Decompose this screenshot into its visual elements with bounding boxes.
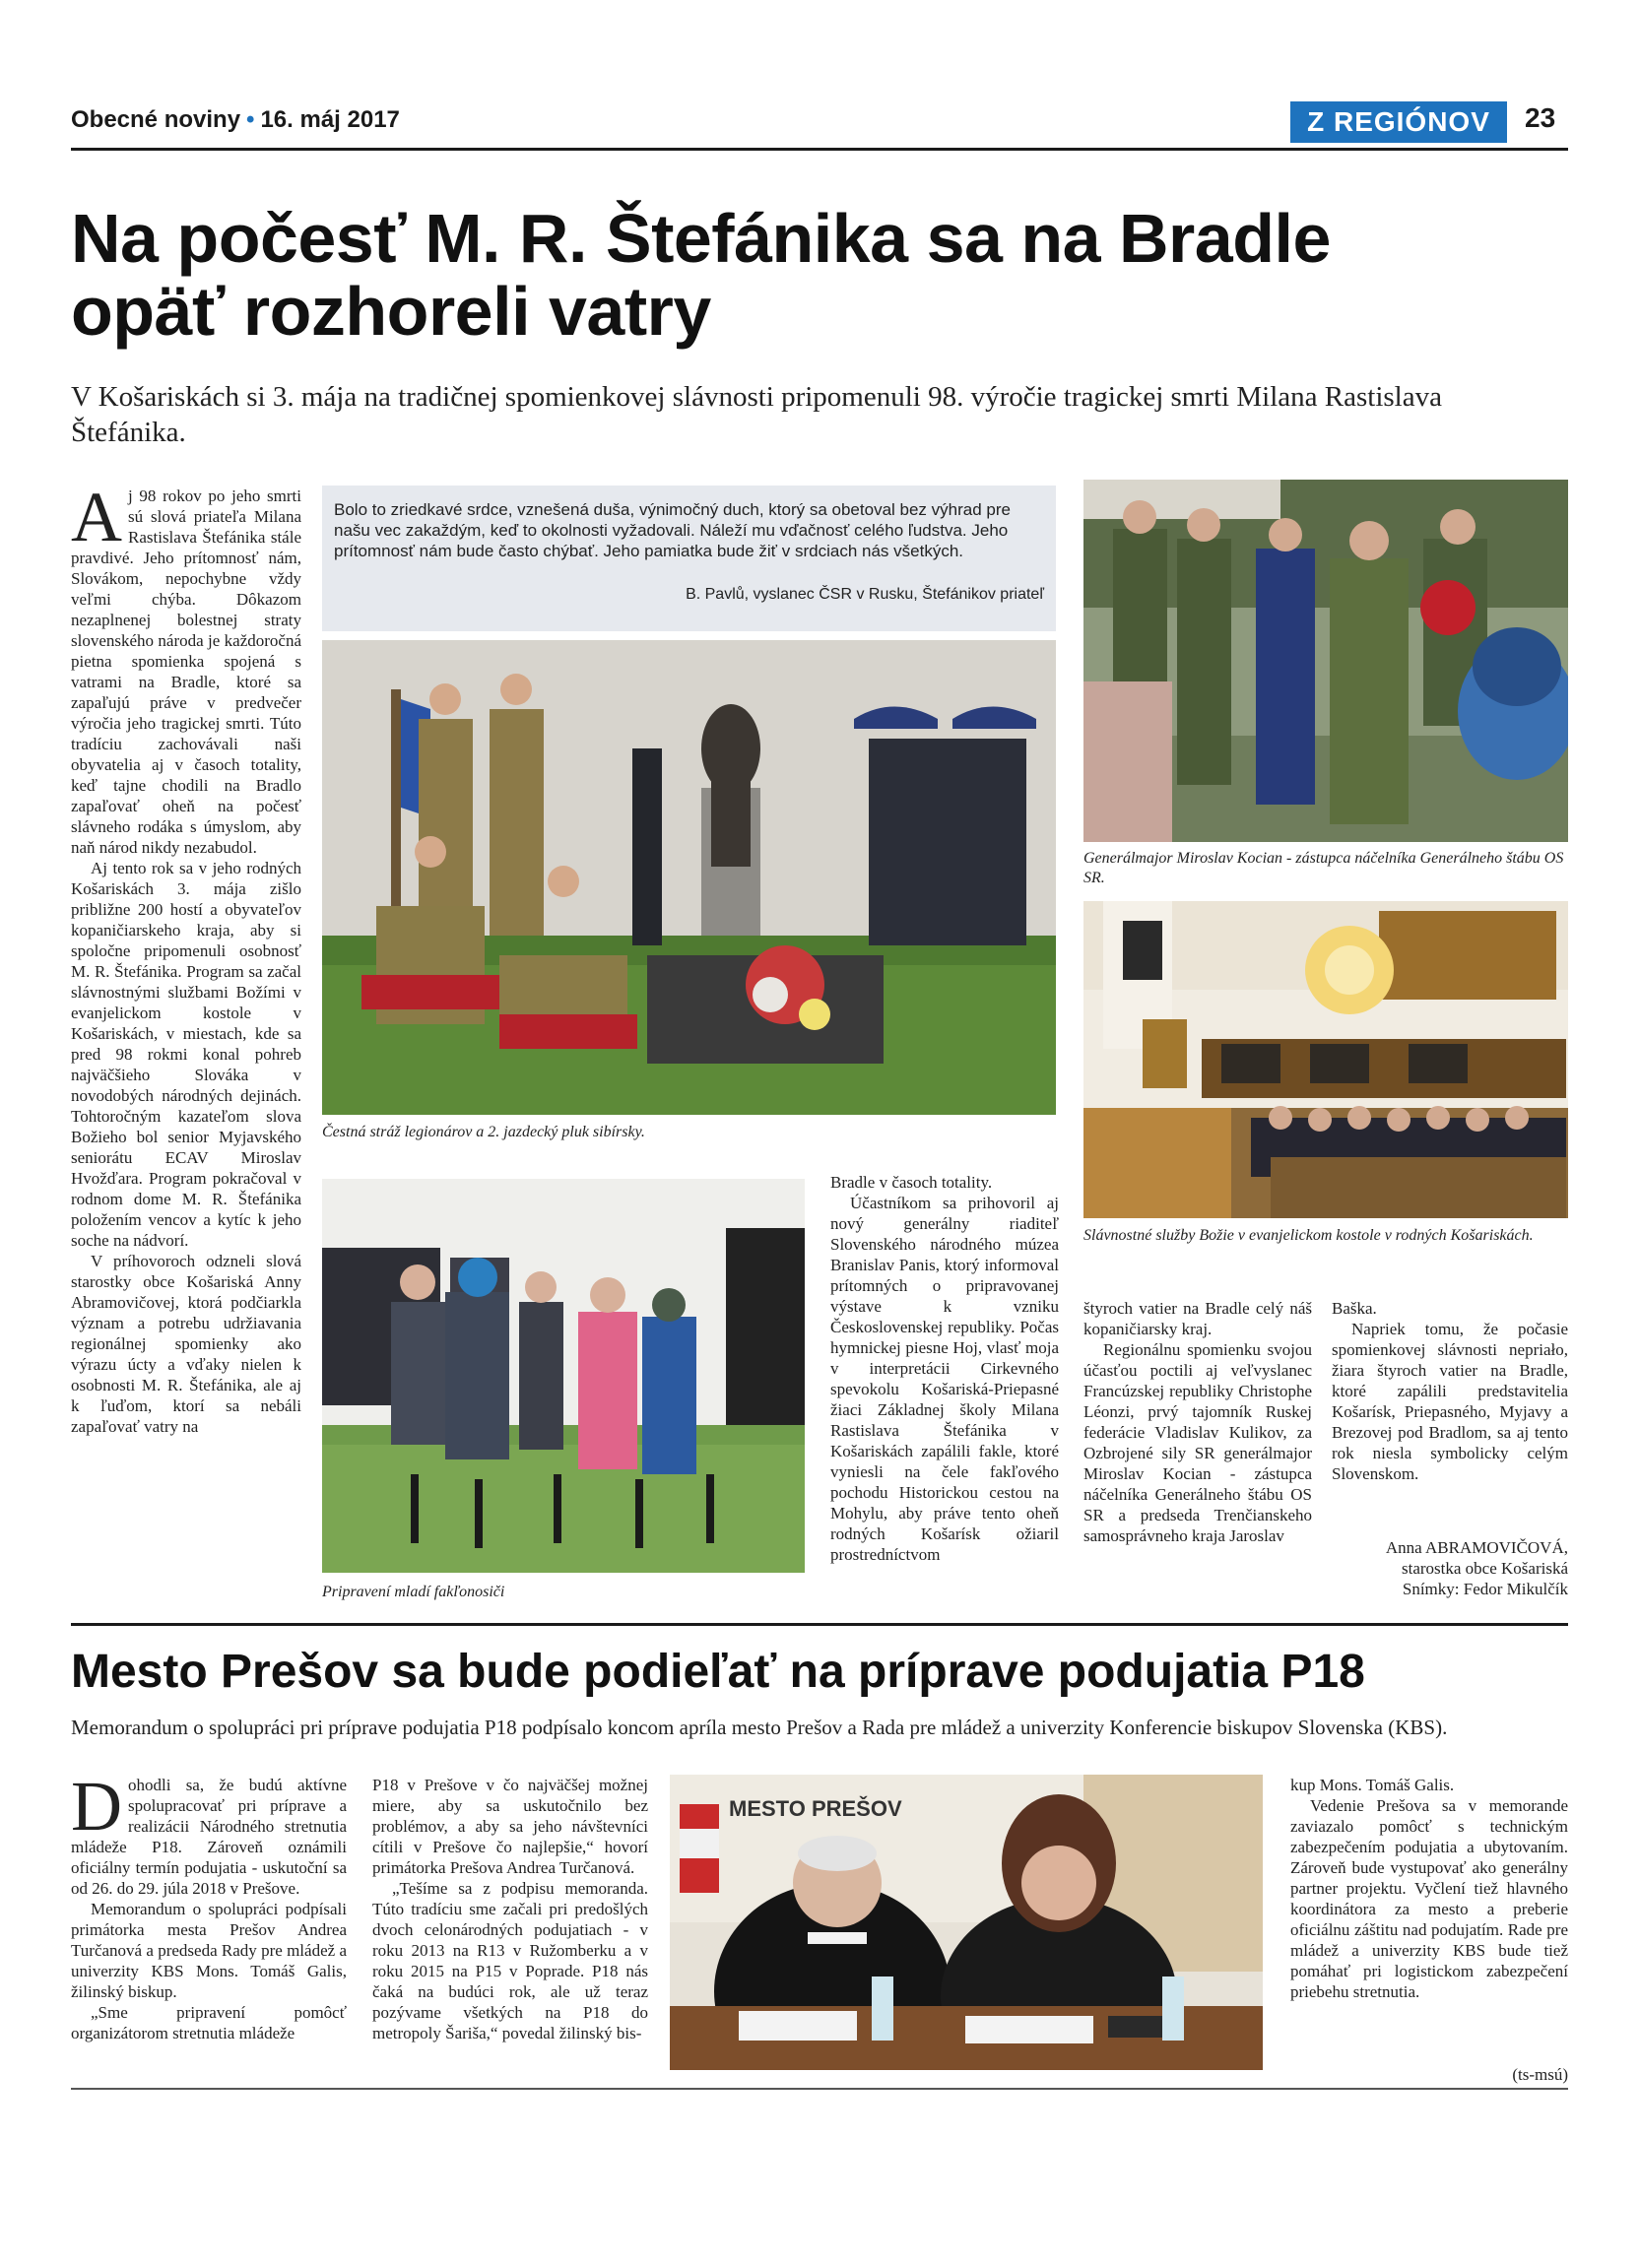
photo-church (1083, 901, 1568, 1218)
photo-general (1083, 480, 1568, 842)
separator-dot: • (246, 106, 255, 133)
article1-column-4: štyroch vatier na Bradle celý náš kopaničiarsky kraj. Regionálnu spomienku svojou účasťou poctili aj veľvyslanec Francúzskej republiky Christophe Léonzi, prvý tajomník Ruskej federácie Vladislav Kulikov, za Ozbrojené sily SR generálmajor Miroslav Kocian - zástupca náčelníka Generálneho štábu OS SR a predseda Trenčianskeho samosprávneho kraja Jaroslav (1083, 1299, 1312, 1545)
photo-honor-guard (322, 640, 1056, 1115)
section-tag: Z REGIÓNOV (1290, 101, 1507, 143)
article2-column-3: kup Mons. Tomáš Galis. Vedenie Prešova sa v memorande zaviazalo pomôcť s technickým zabezpečením podujatia a ubytovaním. Zároveň bude vystupovať ako generálny partner projektu. Vyčlení tiež hlavného koordinátora za mesto a preberie oficiálnu záštitu nad podujatím. Rade pre mládež a univerzity KBS bude tiež pomáhať pri logistickom zabezpečení priebehu stretnutia. (1290, 1776, 1568, 2001)
footer-rule (71, 2088, 1568, 2090)
article1-lead: V Košariskách si 3. mája na tradičnej spomienkovej slávnosti pripomenuli 98. výročie tragickej smrti Milana Rastislava Štefánika. (71, 381, 1442, 448)
article1-column-5: Baška. Napriek tomu, že počasie spomienkovej slávnosti nepriało, žiara štyroch vatier na Bradle, ktoré zapálili predstavitelia Košarísk, Priepasného, Myjavy a Brezovej pod Bradlom, sa aj tento rok niesla symbolicky celým Slovenskom. (1332, 1299, 1568, 1483)
dropcap: D (71, 1775, 122, 1846)
dropcap: A (71, 486, 122, 556)
quote-box (322, 486, 1056, 631)
article-divider (71, 1623, 1568, 1626)
publication-name: Obecné noviny (71, 106, 241, 133)
article1-byline: Anna ABRAMOVIČOVÁ, starostka obce Košariská Snímky: Fedor Mikulčík (1385, 1538, 1568, 1598)
article2-byline: (ts-msú) (1512, 2065, 1568, 2084)
article2-column-2: P18 v Prešove v čo najväčšej možnej miere, aby sa uskutočnilo bez problémov, a aby sa jeho návštevníci cítili v Prešove čo najlepšie,“ hovorí primátorka Prešova Andrea Turčanová. „Tešíme sa z podpisu memoranda. Túto tradíciu sme začali pri predošlých dvoch celonárodných podujatiach - v roku 2013 na R13 v Ružomberku a v roku 2015 na P15 v Poprade. P18 nás čaká na budúci rok, ale už teraz pozývame všetkých na P18 do metropoly Šariša,“ povedal žilinský bis- (372, 1776, 648, 2042)
masthead (71, 106, 400, 134)
photo-memorandum-signing (670, 1775, 1263, 2070)
article1-column-3: Bradle v časoch totality. Účastníkom sa prihovoril aj nový generálny riaditeľ Slovenského národného múzea Branislav Panis, ktorý informoval prítomných o pripravovanej výstave k vzniku Československej republiky. Počas hymnickej piesne Hoj, vlasť moja v interpretácii Cirkevného spevokolu Košariská-Priepasné žiaci Základnej školy Milana Rastislava Štefánika v Košariskách zapálili fakle, ktoré vyniesli na čele fakľového pochodu Historickou cestou na Mohylu, aby práve tento oheň rodných Košarísk ožiaril prostredníctvom (830, 1173, 1059, 1564)
article2-lead: Memorandum o spolupráci pri príprave podujatia P18 podpísalo koncom apríla mesto Prešov a Rada pre mládež a univerzity Konferencie biskupov Slovenska (KBS). (71, 1716, 1448, 1739)
caption-church: Slávnostné služby Božie v evanjelickom kostole v rodných Košariskách. (1083, 1227, 1534, 1244)
photo-torchbearers (322, 1179, 805, 1573)
quote-text: Bolo to zriedkavé srdce, vznešená duša, výnimočný duch, ktorý sa obetoval bez výhrad pre našu vec zakaždým, keď to okolnosti vyžadovali. Náleží mu vďačnosť celého ľudstva. Jeho prítomnosť nám bude často chýbať. Jeho pamiatka bude žiť v srdciach nás všetkých. (334, 500, 1011, 560)
caption-honor-guard: Čestná stráž legionárov a 2. jazdecký pluk sibírsky. (322, 1124, 645, 1140)
photo-sign-text: MESTO PREŠOV (729, 1796, 902, 1821)
issue-date: 16. máj 2017 (260, 106, 400, 133)
article2-headline: Mesto Prešov sa bude podieľať na príprave podujatia P18 (71, 1646, 1365, 1698)
article2-column-1: Dohodli sa, že budú aktívne spolupracovať pri príprave a realizácii Národného stretnutia mládeže P18. Zároveň oznámili oficiálny termín podujatia - uskutoční sa od 26. do 29. júla 2018 v Prešove. Memorandum o spolupráci podpísali primátorka mesta Prešov Andrea Turčanová a predseda Rady pre mládež a univerzity KBS Mons. Tomáš Galis, žilinský biskup. „Sme pripravení pomôcť organizátorom stretnutia mládeže (71, 1775, 347, 2042)
page-number: 23 (1525, 102, 1556, 133)
caption-general: Generálmajor Miroslav Kocian - zástupca náčelníka Generálneho štábu OS SR. (1083, 850, 1564, 886)
quote-author: B. Pavlů, vyslanec ČSR v Rusku, Štefánikov priateľ (686, 586, 1044, 603)
article1-headline: Na počesť M. R. Štefánika sa na Bradle opäť rozhoreli vatry (71, 200, 1331, 350)
caption-torchbearers: Pripravení mladí fakľonosiči (322, 1584, 505, 1600)
header-rule (71, 148, 1568, 151)
article1-column-1: Aj 98 rokov po jeho smrti sú slová priateľa Milana Rastislava Štefánika stále pravdivé. Jeho prítomnosť nám, Slovákom, nepochybne vždy veľmi chýba. Dôkazom nezaplnenej bolestnej straty slovenského národa je každoročná pietna spomienka spojená s vatrami na Bradle, ktoré sa zapaľujú práve v predvečer výročia jeho tragickej smrti. Túto tradíciu zachovávali naši obyvatelia aj v časoch totality, keď tajne chodili na Bradlo zapaľovať oheň na počesť slávneho rodáka s úmyslom, aby naň národ nikdy nezabudol. Aj tento rok sa v jeho rodných Košariskách 3. mája zišlo približne 200 hostí a obyvateľov kopaničiarskeho kraja, aby si spoločne pripomenuli osobnosť M. R. Štefánika. Program sa začal slávnostnými službami Božími v evanjelickom kostole v Košariskách, v miestach, kde sa pred 98 rokmi konal pohreb najväčšieho Slováka v novodobých národných dejinách. Tohtoročným kazateľom slova Božieho bol senior Myjavského seniorátu ECAV Miroslav Hvožďara. Program pokračoval v rodnom dome M. R. Štefánika položením vencov a kytíc k jeho soche na nádvorí. V príhovoroch odzneli slová starostky obce Košariská Anny Abramovičovej, ktorá podčiarkla význam a potrebu udržiavania regionálnej spomienky ako výrazu úcty a vďaky nielen k osobnosti M. R. Štefánika, ale aj k ľuďom, ktorí sa nebáli zapaľovať vatry na (71, 486, 301, 1436)
